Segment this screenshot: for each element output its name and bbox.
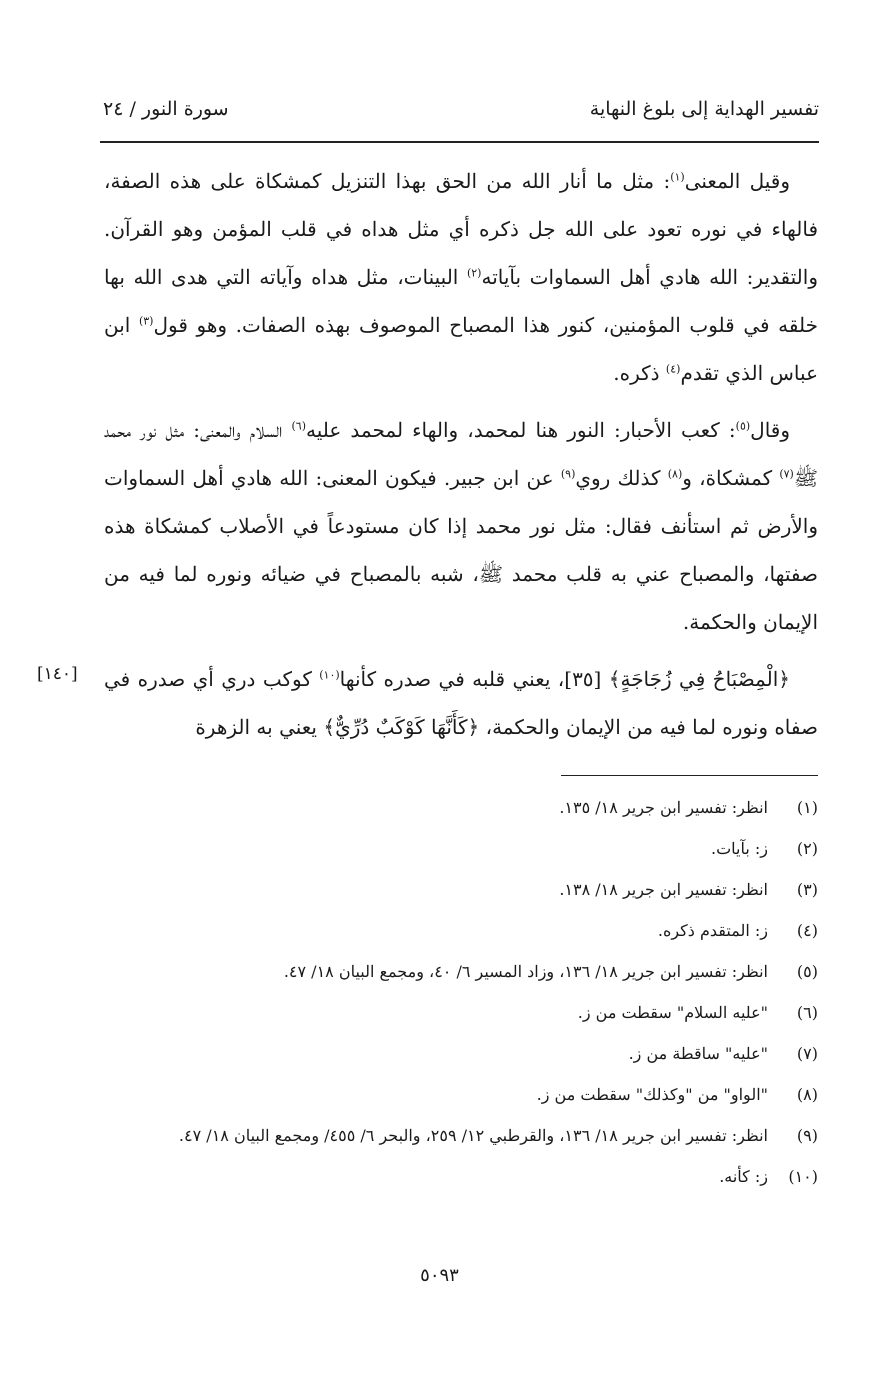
footnote-text: انظر: تفسير ابن جرير ١٨/ ١٣٦، والقرطبي ١٢/ ٢٥٩، والبحر ٦/ ٤٥٥/ ومجمع البيان ١٨/ ٤٧. [178,1126,768,1145]
footnote-text: ز: المتقدم ذكره. [657,921,768,940]
text-run: السلام والمعنى: مثل نور محمد ﷺ [104,418,819,490]
text-run: وقال [750,418,790,442]
main-text [104,157,818,760]
surah-title: سورة النور / ٢٤ [103,98,229,120]
footnote-number: (٤) [796,921,818,940]
footnote-7 [104,1033,818,1074]
footnote-ref-6: (٦) [291,419,306,433]
footnote-ref-1: (١) [670,170,685,184]
paragraph-2 [104,406,818,646]
paragraph-1 [104,157,818,397]
footnote-text: انظر: تفسير ابن جرير ١٨/ ١٣٥. [559,798,768,817]
text-run: كذلك روي [575,466,668,490]
text-run: : مثل ما أنار الله من الحق بهذا التنزيل كمشكاة على هذه الصفة، فالهاء في نوره تعود على الله جل ذكره أي مثل هداه في قلب المؤمن وهو القرآن. والتقدير: الله هادي أهل السماوات بآياته [104,169,819,289]
text-run: وقيل المعنى [684,169,791,193]
footnote-1 [104,787,818,828]
footnote-text: انظر: تفسير ابن جرير ١٨/ ١٣٦، وزاد المسير ٦/ ٤٠، ومجمع البيان ١٨/ ٤٧. [283,962,768,981]
quran-quote-1: ﴿الْمِصْبَاحُ فِي زُجَاجَةٍ﴾ [608,667,790,691]
footnote-number: (١٠) [788,1167,818,1186]
footnote-text: ز: بآيات. [710,839,768,858]
footnote-text: ز: كأنه. [719,1167,768,1186]
footnote-4 [104,910,818,951]
header-rule [100,141,819,143]
paragraph-3 [104,655,818,751]
footnote-text: "عليه" ساقطة من ز. [628,1044,768,1063]
text-run: كوكب دري أي صدره في صفاه ونوره لما فيه من الإيمان والحكمة، [104,667,818,739]
footnote-number: (٥) [796,962,818,981]
text-run: يعني به الزهرة [195,715,324,739]
footnote-number: (٣) [796,880,818,899]
footnote-text: "عليه السلام" سقطت من ز. [577,1003,768,1022]
footnotes [104,787,818,1197]
running-header [103,98,819,132]
text-run: [٣٥]، يعني قلبه في صدره كأنها [339,667,609,691]
text-run: كمشكاة، و [682,466,780,490]
text-run: البينات، مثل هداه وآياته التي هدى الله بها خلقه في قلوب المؤمنين، كنور هذا المصباح الموصوف بهذه الصفات. وهو قول [104,265,818,337]
manuscript-folio-marker: [١٤٠] [37,664,78,684]
footnote-5 [104,951,818,992]
footnote-ref-9: (٩) [560,467,576,481]
text-run: ابن عباس الذي تقدم [104,313,818,385]
footnote-number: (٩) [796,1126,818,1145]
footnote-number: (٦) [796,1003,818,1022]
footnote-number: (١) [796,798,818,817]
footnote-3 [104,869,818,910]
footnote-text: "الواو" من "وكذلك" سقطت من ز. [536,1085,768,1104]
footnote-ref-4: (٤) [665,362,681,376]
text-run: ذكره. [613,361,666,385]
footnote-number: (٨) [796,1085,818,1104]
footnote-number: (٢) [796,839,818,858]
footnote-ref-8: (٨) [667,467,683,481]
footnote-ref-2: (٢) [466,266,482,280]
footnote-6 [104,992,818,1033]
quran-quote-2: ﴿كَأَنَّهَا كَوْكَبٌ دُرِّيٌّ﴾ [323,715,480,739]
book-title: تفسير الهداية إلى بلوغ النهاية [589,98,819,120]
footnote-number: (٧) [796,1044,818,1063]
footnote-ref-3: (٣) [138,314,154,328]
footnote-rule [561,775,818,776]
footnote-9 [104,1115,818,1156]
footnote-8 [104,1074,818,1115]
text-run: عن ابن جبير. فيكون المعنى: الله هادي أهل السماوات والأرض ثم استأنف فقال: مثل نور محمد إذا كان مستودعاً في الأصلاب كمشكاة هذه صفتها، والمصباح عني به قلب محمد ﷺ، شبه بالمصباح في ضيائه ونوره لما فيه من الإيمان والحكمة. [104,466,818,634]
footnote-ref-7: (٧) [779,467,794,481]
footnote-ref-10: (١٠) [319,668,340,682]
page-number: ٥٠٩٣ [420,1265,459,1286]
text-run: : كعب الأحبار: النور هنا لمحمد، والهاء لمحمد عليه [305,418,736,442]
footnote-ref-5: (٥) [735,419,751,433]
footnote-10 [104,1156,818,1197]
footnote-2 [104,828,818,869]
footnote-text: انظر: تفسير ابن جرير ١٨/ ١٣٨. [559,880,768,899]
